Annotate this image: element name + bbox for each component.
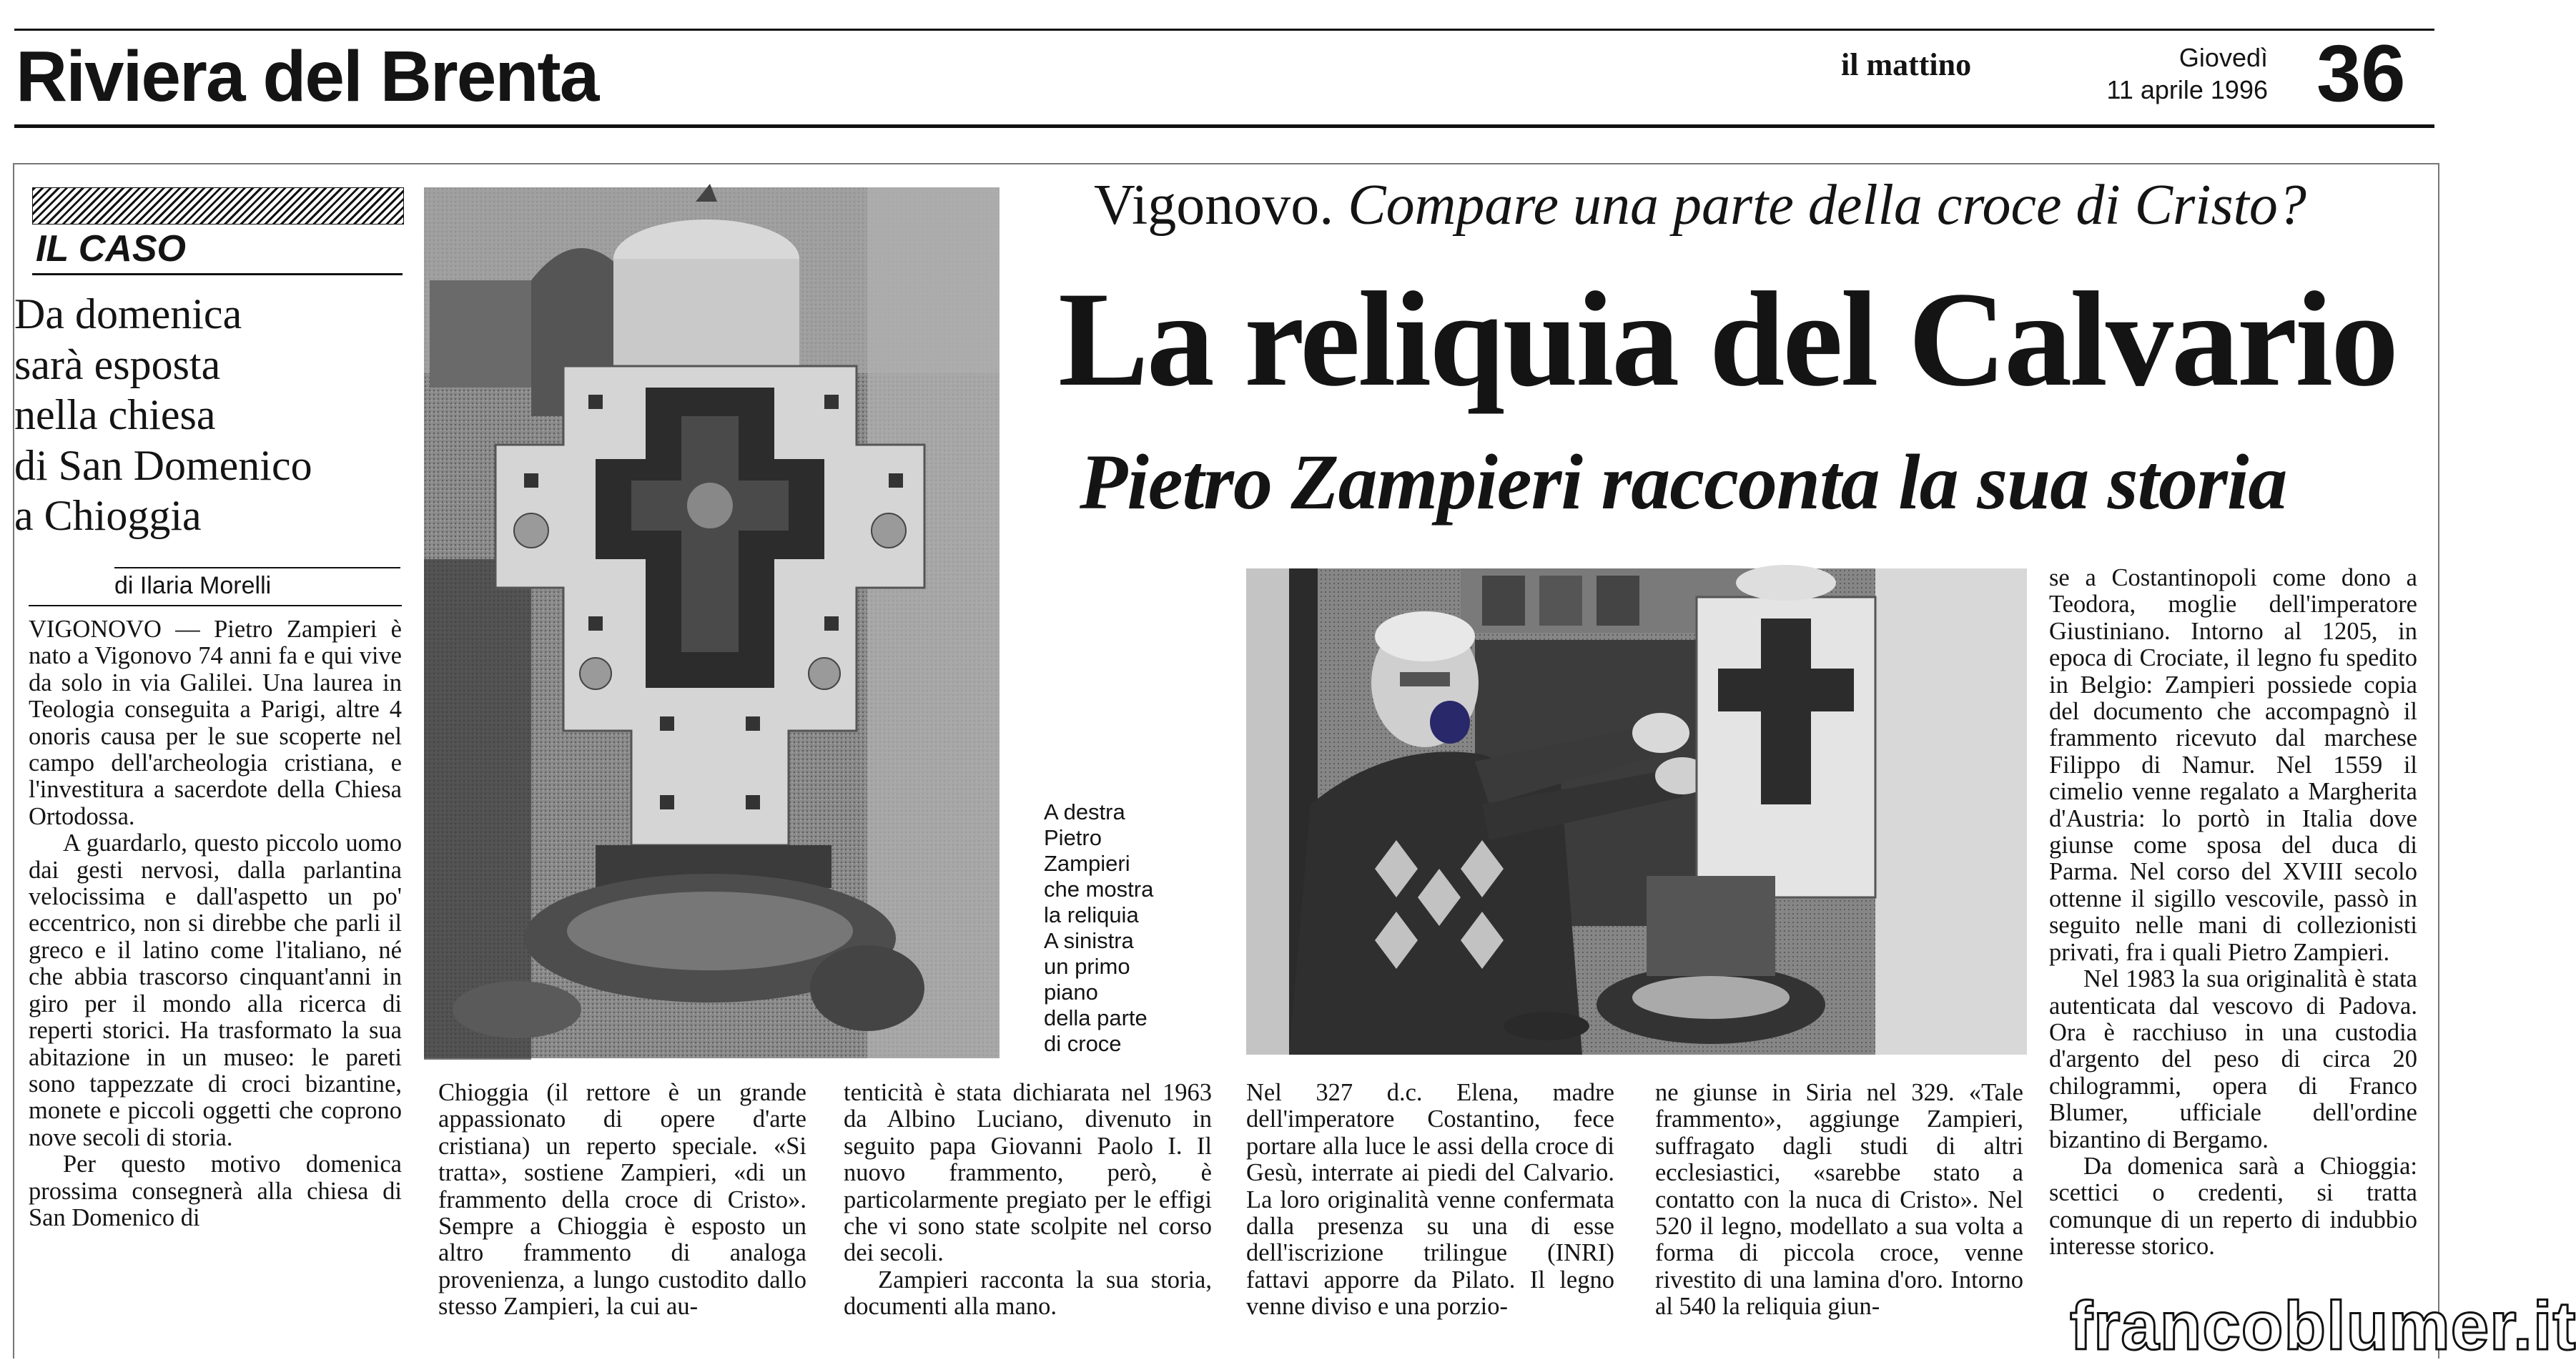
body-column-5 xyxy=(1655,1080,2023,1321)
deck-line: di San Domenico xyxy=(14,441,312,489)
body-paragraph: tenticità è stata dichiarata nel 1963 da Albino Luciano, divenuto in seguito papa Giovanni Paolo I. Il nuovo frammento, però, è particolarmente pregiato per le effigi che vi sono state scolpite nel corso dei secoli. xyxy=(844,1079,1212,1267)
caption-line: un primo xyxy=(1044,954,1130,979)
caption-line: A destra xyxy=(1044,799,1125,824)
page-number: 36 xyxy=(2316,29,2406,118)
body-paragraph: Zampieri racconta la sua storia, documenti alla mano. xyxy=(844,1266,1212,1321)
reliquary-photo xyxy=(424,187,1000,1058)
caption-line: Pietro xyxy=(1044,825,1102,850)
body-paragraph: Da domenica sarà a Chioggia: scettici o credenti, si tratta comunque di un reperto di indubbio interesse storico. xyxy=(2049,1152,2417,1261)
watermark: francoblumer.it xyxy=(2070,1288,2576,1364)
overline-place: Vigonovo. xyxy=(1094,174,1334,237)
caption-line: piano xyxy=(1044,980,1098,1005)
body-paragraph: Per questo motivo domenica prossima consegnerà alla chiesa di San Domenico di xyxy=(29,1150,402,1231)
caption-line: Zampieri xyxy=(1044,851,1130,876)
deck-line: sarà esposta xyxy=(14,340,221,388)
caption-line: la reliquia xyxy=(1044,902,1139,927)
body-paragraph: Chioggia (il rettore è un grande appassionato di opere d'arte cristiana) un reperto speciale. «Si tratta», sostiene Zampieri, «di un frammento della croce di Cristo». Sempre a Chioggia è esposto un altro frammento di analoga provenienza, a lungo custodito dallo stesso Zampieri, la cui au- xyxy=(438,1079,806,1321)
body-column-6 xyxy=(2049,565,2417,1261)
deck-line: nella chiesa xyxy=(14,391,216,438)
caption-line: della parte xyxy=(1044,1005,1148,1030)
headline-title: La reliquia del Calvario xyxy=(1058,265,2397,415)
caption-line: che mostra xyxy=(1044,877,1154,902)
body-column-2 xyxy=(438,1080,806,1321)
body-paragraph: VIGONOVO — Pietro Zampieri è nato a Vigonovo 74 anni fa e qui vive da solo in via Galilei. Una laurea in Teologia conseguita a Parigi, altre 4 onoris causa per le sue scoperte nel campo dell'archeologia cristiana, e l'investitura a sacerdote della Chiesa Ortodossa. xyxy=(29,616,402,830)
byline-rule xyxy=(114,567,400,568)
photo-caption xyxy=(1044,799,1153,1057)
body-paragraph: ne giunse in Siria nel 329. «Tale frammento», aggiunge Zampieri, suffragato dagli studi di altri ecclesiastici, «sarebbe stato a contatto con la nuca di Cristo». Nel 520 il legno, modellato a sua volta a forma di piccola croce, venne rivestito di una lamina d'oro. Intorno al 540 la reliquia giun- xyxy=(1655,1079,2023,1321)
deck-text xyxy=(14,289,404,541)
caption-line: di croce xyxy=(1044,1031,1122,1056)
newspaper-name: il mattino xyxy=(1841,47,1972,82)
deck-line: Da domenica xyxy=(14,290,242,337)
headline-overline xyxy=(1094,172,2306,240)
section-title: Riviera del Brenta xyxy=(16,36,598,117)
kicker-label: IL CASO xyxy=(36,228,186,270)
byline: di Ilaria Morelli xyxy=(114,572,272,599)
top-thin-rule xyxy=(14,29,2434,31)
body-column-4 xyxy=(1246,1080,1614,1321)
body-column-1 xyxy=(29,616,402,1231)
body-paragraph: se a Costantinopoli come dono a Teodora, moglie dell'imperatore Giustiniano. Intorno al 1205, in epoca di Crociate, il legno fu spedito in Belgio: Zampieri possiede copia del documento che accompagnò il frammento ricevuto dal marchese Filippo di Namur. Nel 1559 il cimelio venne regalato a Margherita d'Austria: lo portò in Italia dove giunse come sposa del duca di Parma. Nel corso del XVIII secolo ottenne il sigillo vescovile, passò in seguito nelle mani di collezionisti privati, fra i quali Pietro Zampieri. xyxy=(2049,564,2417,966)
kicker-underline xyxy=(32,273,403,275)
header-bottom-rule xyxy=(14,124,2434,128)
overline-question: Compare una parte della croce di Cristo? xyxy=(1348,174,2306,237)
kicker-hatch-bar xyxy=(32,187,404,225)
body-column-3 xyxy=(844,1080,1212,1321)
body-paragraph: A guardarlo, questo piccolo uomo dai gesti nervosi, dalla parlantina velocissima e dall'aspetto un po' eccentrico, non si direbbe che parli il greco e il latino come l'italiano, né che abbia trascorso cinquant'anni in giro per il mondo alla ricerca di reperti storici. Ha trasformato la sua abitazione in un museo: le pareti sono tappezzate di croci bizantine, monete e piccoli oggetti che coprono nove secoli di storia. xyxy=(29,829,402,1151)
issue-date: 11 aprile 1996 xyxy=(2106,75,2268,104)
caption-line: A sinistra xyxy=(1044,928,1134,953)
body-paragraph: Nel 1983 la sua originalità è stata autenticata dal vescovo di Padova. Ora è racchiuso in una custodia d'argento del peso di circa 20 chilogrammi, opera di Franco Blumer, ufficiale dell'ordine bizantino di Bergamo. xyxy=(2049,965,2417,1153)
body-paragraph: Nel 327 d.c. Elena, madre dell'imperatore Costantino, fece portare alla luce le assi della croce di Gesù, interrate ai piedi del Calvario. La loro originalità venne confermata dalla presenza su una di esse dell'iscrizione trilingue (INRI) fattavi apporre da Pilato. Il legno venne diviso e una porzio- xyxy=(1246,1079,1614,1321)
deck-line: a Chioggia xyxy=(14,492,202,539)
byline-bottom-rule xyxy=(29,605,402,606)
weekday: Giovedì xyxy=(2178,43,2268,72)
headline-subtitle: Pietro Zampieri racconta la sua storia xyxy=(1080,438,2287,526)
zampieri-photo xyxy=(1246,568,2027,1055)
